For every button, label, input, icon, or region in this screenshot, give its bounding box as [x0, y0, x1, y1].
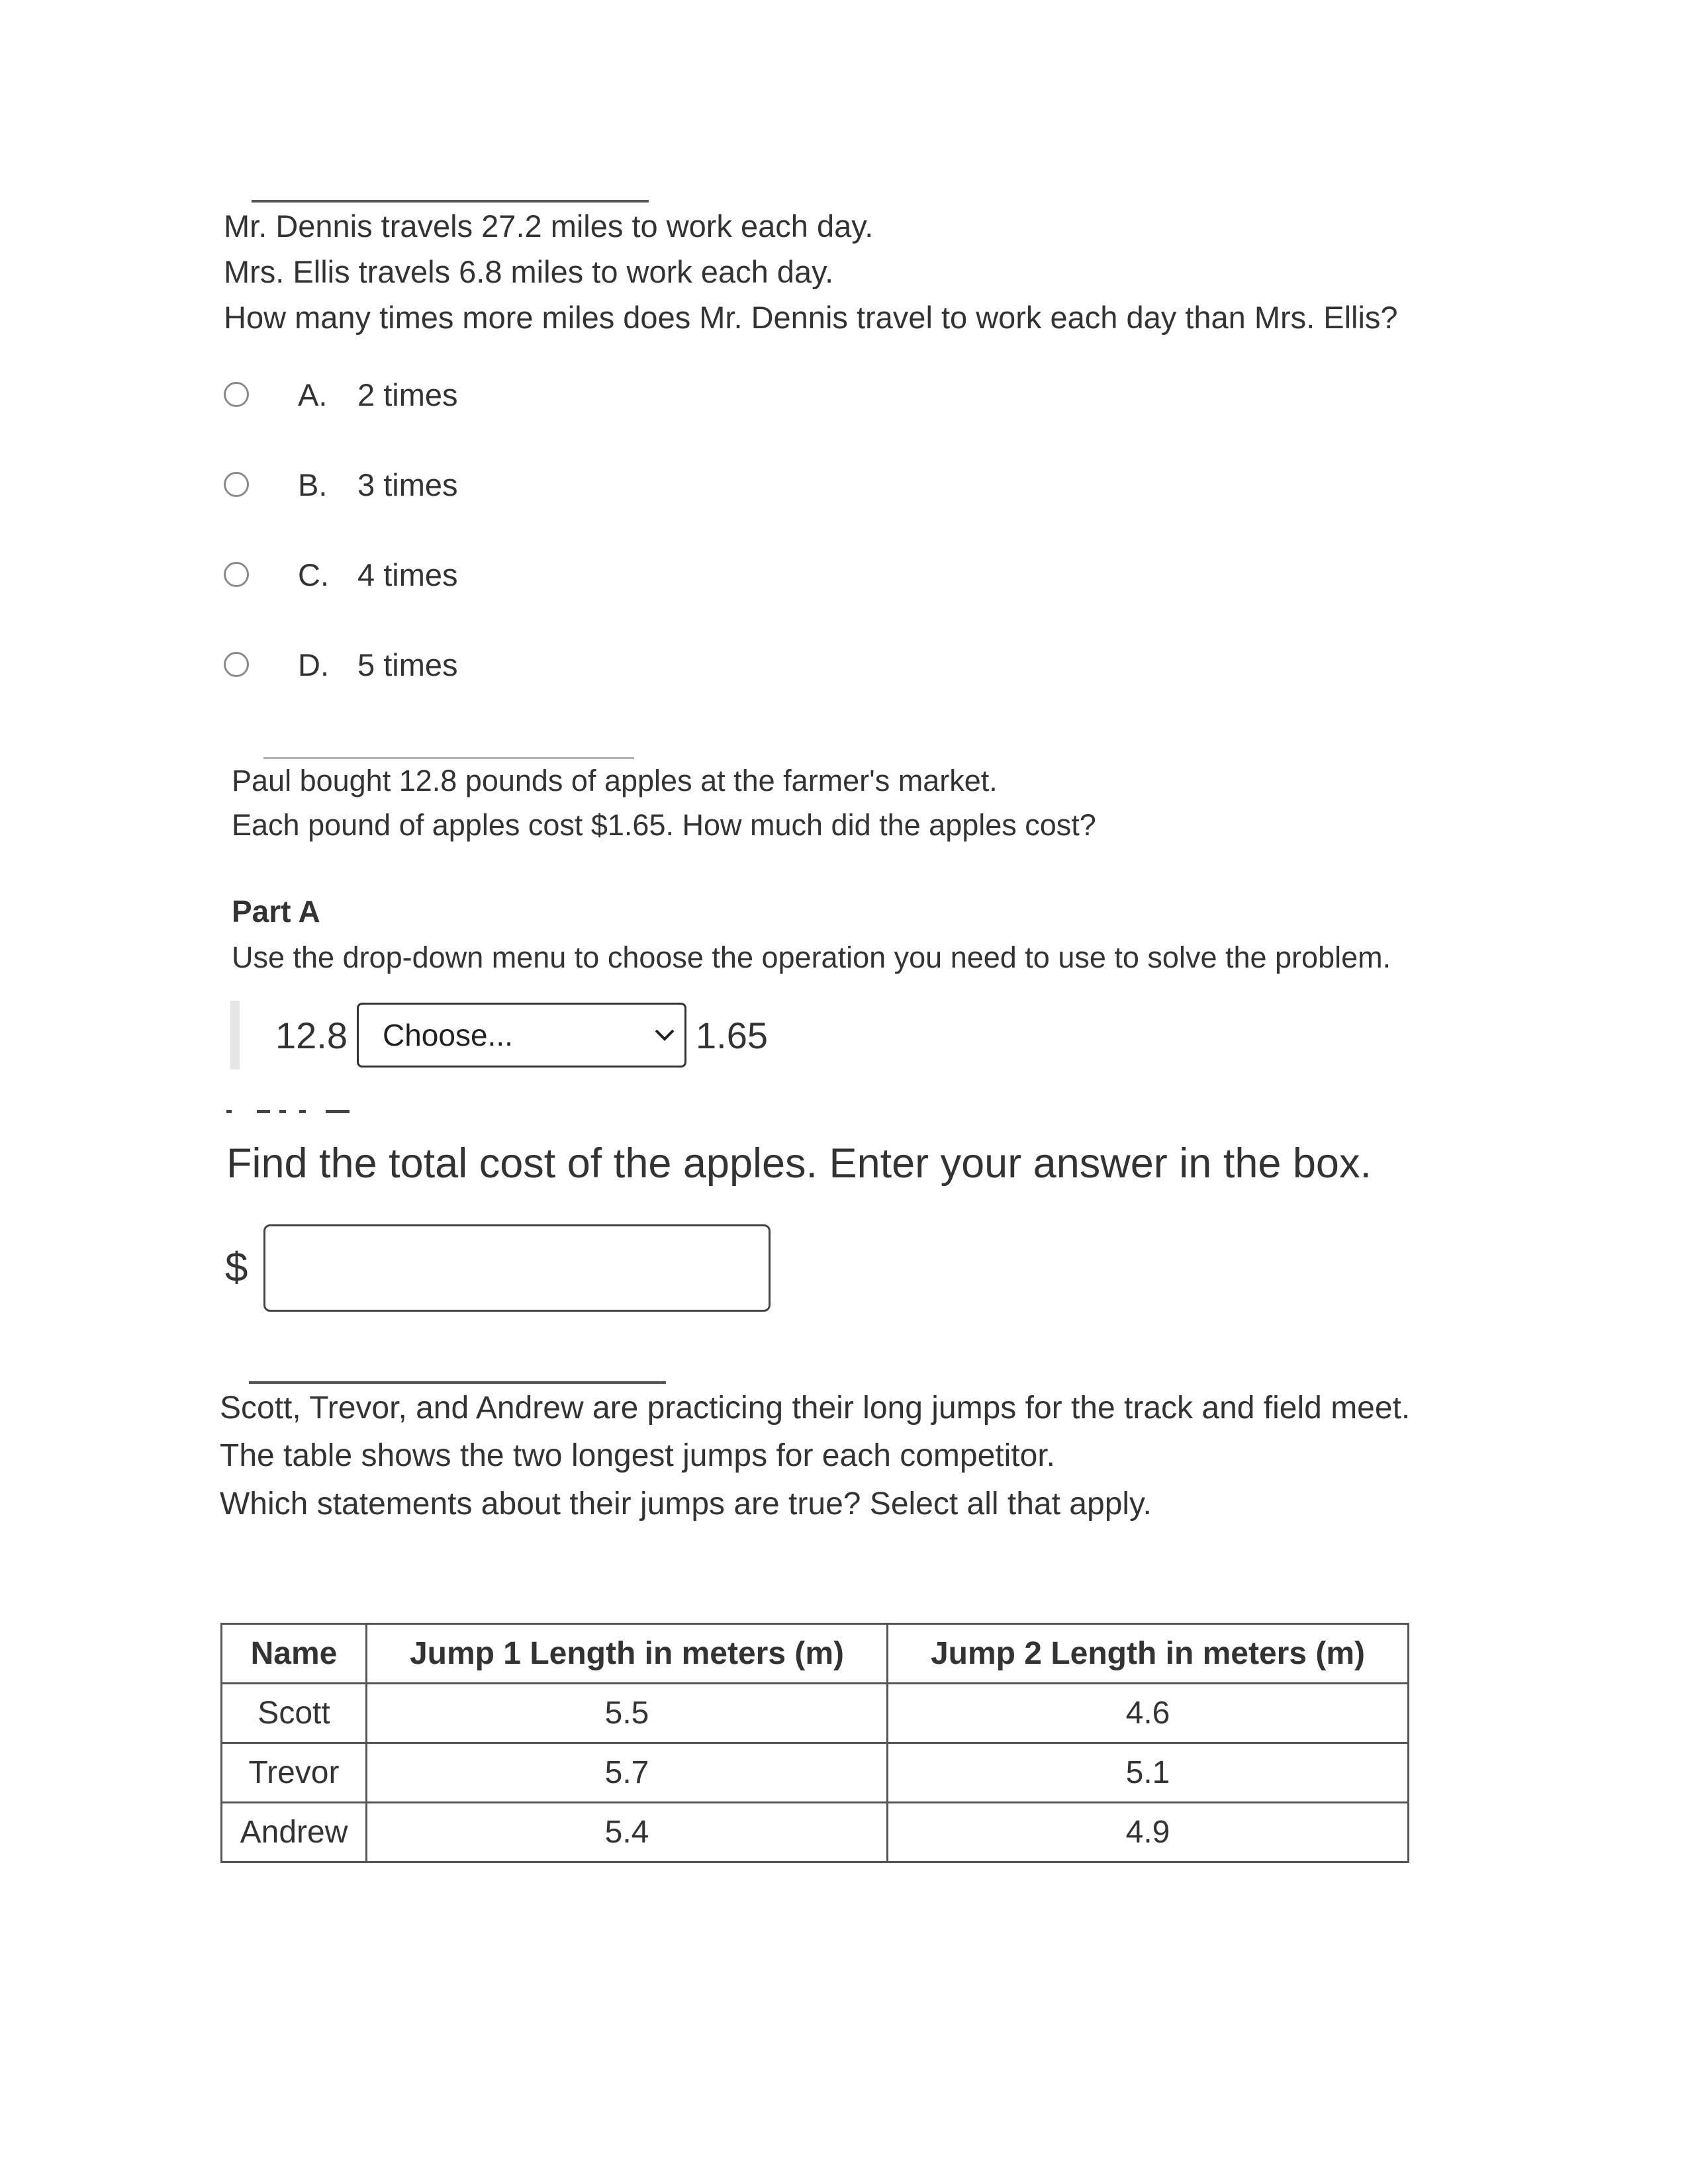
- dropdown-selected-value: Choose...: [383, 1018, 513, 1052]
- question3-line-3: Which statements about their jumps are true? Select all that apply.: [220, 1486, 1152, 1522]
- table-cell: 5.1: [888, 1743, 1409, 1803]
- question1-line-1: Mr. Dennis travels 27.2 miles to work each day.: [224, 208, 874, 244]
- option-text: 3 times: [357, 467, 458, 502]
- table-cell: 5.5: [367, 1684, 888, 1743]
- option-text: 4 times: [357, 557, 458, 592]
- table-cell: 5.7: [367, 1743, 888, 1803]
- table-cell: 4.6: [888, 1684, 1409, 1743]
- table-cell: Scott: [222, 1684, 367, 1743]
- radio-button-c[interactable]: [224, 562, 249, 587]
- part-a-instruction: Use the drop-down menu to choose the operation you need to use to solve the problem.: [232, 940, 1391, 974]
- question2-line-2: Each pound of apples cost $1.65. How much did the apples cost?: [232, 808, 1096, 842]
- question2-line-1: Paul bought 12.8 pounds of apples at the farmer's market.: [232, 764, 998, 797]
- question3-line-2: The table shows the two longest jumps for each competitor.: [220, 1438, 1055, 1473]
- option-text: 2 times: [357, 377, 458, 412]
- question1-line-2: Mrs. Ellis travels 6.8 miles to work each day.: [224, 254, 834, 289]
- question1-line-3: How many times more miles does Mr. Dennis travel to work each day than Mrs. Ellis?: [224, 300, 1398, 335]
- answer-option-a[interactable]: [224, 375, 458, 414]
- long-jump-table: [220, 1623, 1409, 1863]
- column-header-jump2: Jump 2 Length in meters (m): [888, 1624, 1409, 1684]
- column-header-name: Name: [222, 1624, 367, 1684]
- radio-button-d[interactable]: [224, 652, 249, 677]
- radio-button-b[interactable]: [224, 472, 249, 497]
- section-divider: [252, 200, 649, 203]
- table-row: [222, 1803, 1409, 1862]
- option-letter: A.: [298, 377, 328, 412]
- table-cell: Trevor: [222, 1743, 367, 1803]
- table-row: [222, 1684, 1409, 1743]
- answer-option-b[interactable]: [224, 465, 458, 504]
- cropped-heading-remnant: [225, 1109, 357, 1115]
- response-marker-bar: [230, 1001, 240, 1069]
- table-row: [222, 1743, 1409, 1803]
- part-a-operation-row: [230, 1001, 768, 1069]
- answer-option-d[interactable]: [224, 645, 458, 684]
- option-letter: C.: [298, 557, 329, 592]
- table-header-row: [222, 1624, 1409, 1684]
- total-cost-input[interactable]: [263, 1224, 771, 1312]
- radio-button-a[interactable]: [224, 382, 249, 407]
- option-letter: D.: [298, 647, 329, 682]
- column-header-jump1: Jump 1 Length in meters (m): [367, 1624, 888, 1684]
- question3-line-1: Scott, Trevor, and Andrew are practicing their long jumps for the track and field meet.: [220, 1390, 1411, 1426]
- operation-dropdown[interactable]: [357, 1003, 686, 1068]
- part-b-prompt: Find the total cost of the apples. Enter your answer in the box.: [226, 1140, 1372, 1187]
- part-a-label: Part A: [232, 894, 320, 929]
- option-text: 5 times: [357, 647, 458, 682]
- right-operand: 1.65: [696, 1014, 768, 1056]
- chevron-down-icon: [654, 1028, 675, 1042]
- answer-option-c[interactable]: [224, 555, 458, 594]
- section-divider: [249, 1381, 666, 1384]
- table-cell: 5.4: [367, 1803, 888, 1862]
- currency-symbol: $: [225, 1245, 248, 1291]
- left-operand: 12.8: [275, 1014, 348, 1056]
- table-cell: 4.9: [888, 1803, 1409, 1862]
- table-cell: Andrew: [222, 1803, 367, 1862]
- section-divider: [263, 757, 634, 759]
- option-letter: B.: [298, 467, 328, 502]
